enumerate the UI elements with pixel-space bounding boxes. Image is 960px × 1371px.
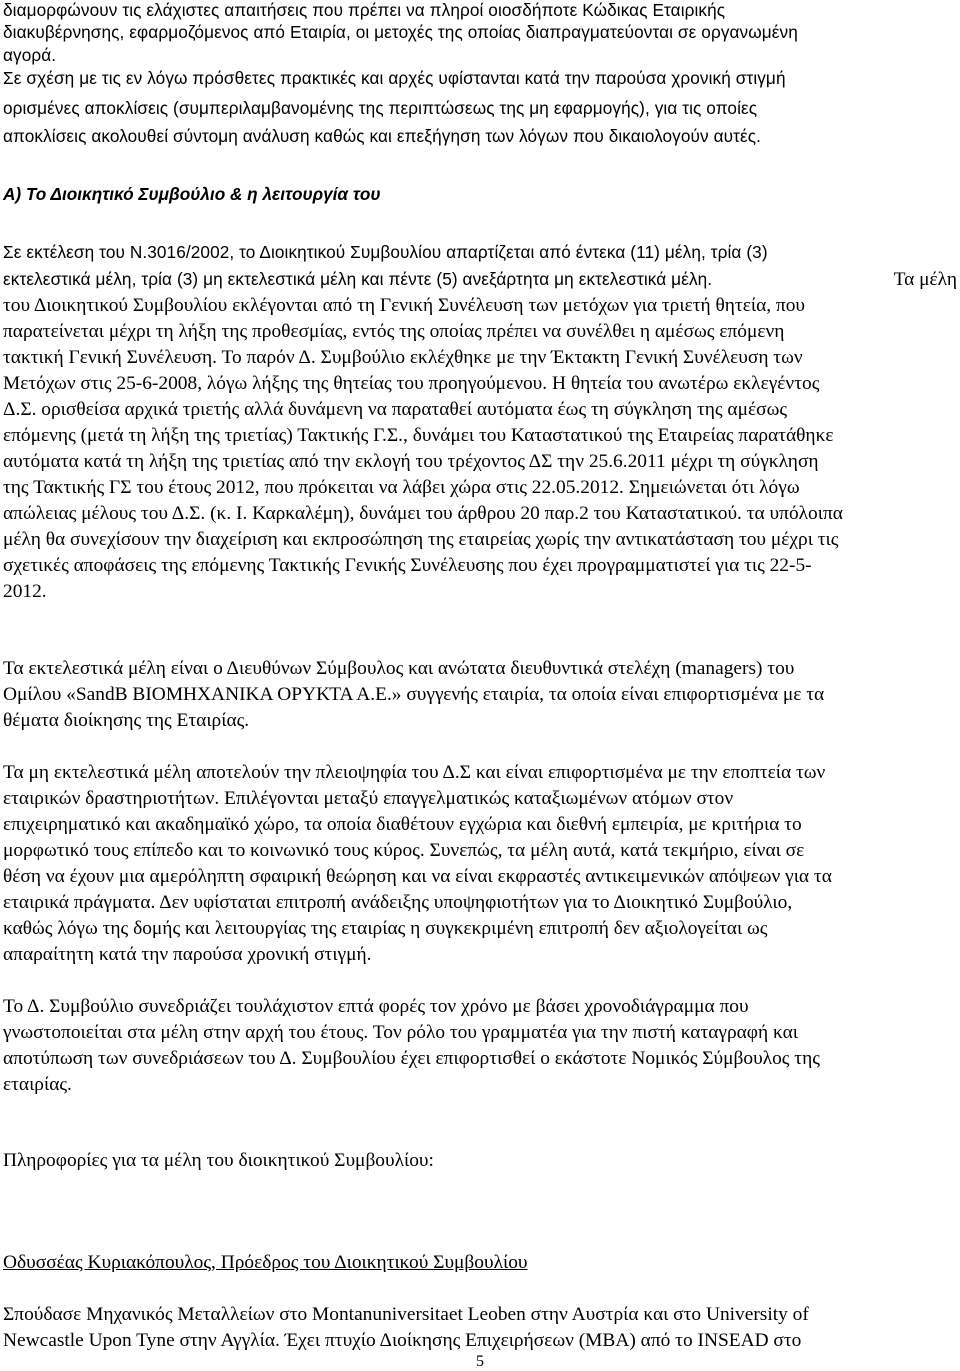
text-line: της Τακτικής ΓΣ του έτους 2012, που πρόκειται να λάβει χώρα στις 22.05.2012. Σημειώνεται ότι λόγω — [3, 477, 800, 498]
members-info-label: Πληροφορίες για τα μέλη του διοικητικού Συμβουλίου: — [3, 1150, 434, 1171]
text-line: Σπούδασε Μηχανικός Μεταλλείων στο Montanuniversitaet Leoben στην Αυστρία και στο University of — [3, 1304, 809, 1325]
text-line: θέματα διοίκησης της Εταιρίας. — [3, 710, 250, 731]
text-line: ορισμένες αποκλίσεις (συμπεριλαμβανομένης της περιπτώσεως της μη εφαρμογής), για τις οποίες — [3, 98, 758, 118]
text-line: Newcastle Upon Tyne στην Αγγλία. Έχει πτυχίο Διοίκησης Επιχειρήσεων (MBA) από το INSEAD στο — [3, 1330, 802, 1351]
text-line: απαραίτητη κατά την παρούσα χρονική στιγμή. — [3, 944, 372, 965]
text-line: του Διοικητικού Συμβουλίου εκλέγονται από τη Γενική Συνέλευση των μετόχων για τριετή θητεία, που — [3, 295, 806, 316]
text-line: Μετόχων στις 25-6-2008, λόγω λήξης της θητείας του προηγούμενου. Η θητεία του ανωτέρω εκλεγέντος — [3, 373, 820, 394]
text-line: 2012. — [3, 581, 47, 602]
text-line: παρατείνεται μέχρι τη λήξη της προθεσμίας, εντός της οποίας πρέπει να συνέλθει η αμέσως επόμενη — [3, 321, 785, 342]
text-line: απώλειας μέλους του Δ.Σ. (κ. Ι. Καρκαλέμη), δυνάμει του άρθρου 20 παρ.2 του Καταστατικού. τα υπόλοιπα — [3, 503, 843, 524]
text-line: τακτική Γενική Συνέλευση. Το παρόν Δ. Συμβούλιο εκλέχθηκε με την Έκτακτη Γενική Συνέλευση των — [3, 347, 803, 368]
text-line: Σε εκτέλεση του Ν.3016/2002, το Διοικητικού Συμβουλίου απαρτίζεται από έντεκα (11) μέλη, τρία (3) — [3, 242, 768, 262]
text-line: μέλη θα συνεχίσουν την διαχείριση και εκπροσώπηση της εταιρείας χωρίς την αντικατάσταση του μέχρι τις — [3, 529, 839, 550]
text-line: Τα εκτελεστικά μέλη είναι ο Διευθύνων Σύμβουλος και ανώτατα διευθυντικά στελέχη (managers) του — [3, 658, 795, 679]
text-line: Δ.Σ. ορισθείσα αρχικά τριετής αλλά δυνάμενη να παραταθεί αυτόματα έως τη σύγκληση της αμέσως — [3, 399, 788, 420]
text-line: εκτελεστικά μέλη, τρία (3) μη εκτελεστικά μέλη και πέντε (5) ανεξάρτητα μη εκτελεστικά μέλη. — [3, 269, 713, 289]
text-line: Τα μέλη — [893, 269, 957, 290]
text-line: αποκλίσεις ακολουθεί σύντομη ανάλυση καθώς και επεξήγηση των λόγων που δικαιολογούν αυτές. — [3, 126, 762, 146]
page-number: 5 — [476, 1353, 484, 1370]
text-line: καθώς λόγω της δομής και λειτουργίας της εταιρίας η συγκεκριμένη επιτροπή δεν αξιολογείται ως — [3, 918, 768, 939]
text-line: επόμενης (μετά τη λήξη της τριετίας) Τακτικής Γ.Σ., δυνάμει του Καταστατικού της Εταιρείας παρατάθηκε — [3, 425, 834, 446]
text-line: σχετικές αποφάσεις της επόμενης Τακτικής Γενικής Συνέλευσης που έχει προγραμματιστεί για τις 22-5- — [3, 555, 812, 576]
section-heading: Α) Το Διοικητικό Συμβούλιο & η λειτουργία του — [3, 184, 381, 204]
text-line: εταιρικών δραστηριοτήτων. Επιλέγονται μεταξύ επαγγελματικώς καταξιωμένων ατόμων στον — [3, 788, 734, 809]
text-line: Τα μη εκτελεστικά μέλη αποτελούν την πλειοψηφία του Δ.Σ και είναι επιφορτισμένα με την εποπτεία των — [3, 762, 826, 783]
text-line: εταιρικά πράγματα. Δεν υφίσταται επιτροπή ανάδειξης υποψηφιοτήτων για το Διοικητικό Συμβούλιο, — [3, 892, 793, 913]
text-line: μορφωτικό τους επίπεδο και το κοινωνικό τους κύρος. Συνεπώς, τα μέλη αυτά, κατά τεκμήριο, είναι σε — [3, 840, 805, 861]
text-line: Το Δ. Συμβούλιο συνεδριάζει τουλάχιστον επτά φορές τον χρόνο με βάσει χρονοδιάγραμμα που — [3, 996, 749, 1017]
text-line: εταιρίας. — [3, 1074, 72, 1095]
member-name-title: Οδυσσέας Κυριακόπουλος, Πρόεδρος του Διοικητικού Συμβουλίου — [3, 1252, 528, 1273]
text-line: αυτόματα κατά τη λήξη της τριετίας από την εκλογή του τρέχοντος ΔΣ την 25.6.2011 μέχρι τη σύγκληση — [3, 451, 819, 472]
text-line: γνωστοποιείται στα μέλη στην αρχή του έτους. Τον ρόλο του γραμματέα για την πιστή καταγραφή και — [3, 1022, 798, 1043]
text-line: θέση να έχουν μια αμερόληπτη σφαιρική θεώρηση και να είναι εκφραστές αντικειμενικών απόψεων για τα — [3, 866, 832, 887]
text-line: επιχειρηματικό και ακαδημαϊκό χώρο, τα οποία διαθέτουν εγχώρια και διεθνή εμπειρία, με κριτήρια το — [3, 814, 802, 835]
text-line: αγορά. — [3, 45, 57, 65]
text-line: διαμορφώνουν τις ελάχιστες απαιτήσεις που πρέπει να πληροί οιοσδήποτε Κώδικας Εταιρικής — [3, 0, 726, 20]
text-line: Σε σχέση με τις εν λόγω πρόσθετες πρακτικές και αρχές υφίστανται κατά την παρούσα χρονική στιγμή — [3, 68, 786, 88]
text-line: διακυβέρνησης, εφαρμοζόμενος από Εταιρία, οι μετοχές της οποίας διαπραγματεύονται σε οργανωμένη — [3, 22, 798, 42]
text-line: Ομίλου «SandB ΒΙΟΜΗΧΑΝΙΚΑ ΟΡΥΚΤΑ Α.Ε.» συγγενής εταιρία, τα οποία είναι επιφορτισμένα με τα — [3, 684, 825, 705]
text-line: αποτύπωση των συνεδριάσεων του Δ. Συμβουλίου έχει επιφορτισθεί ο εκάστοτε Νομικός Σύμβουλος της — [3, 1048, 820, 1069]
